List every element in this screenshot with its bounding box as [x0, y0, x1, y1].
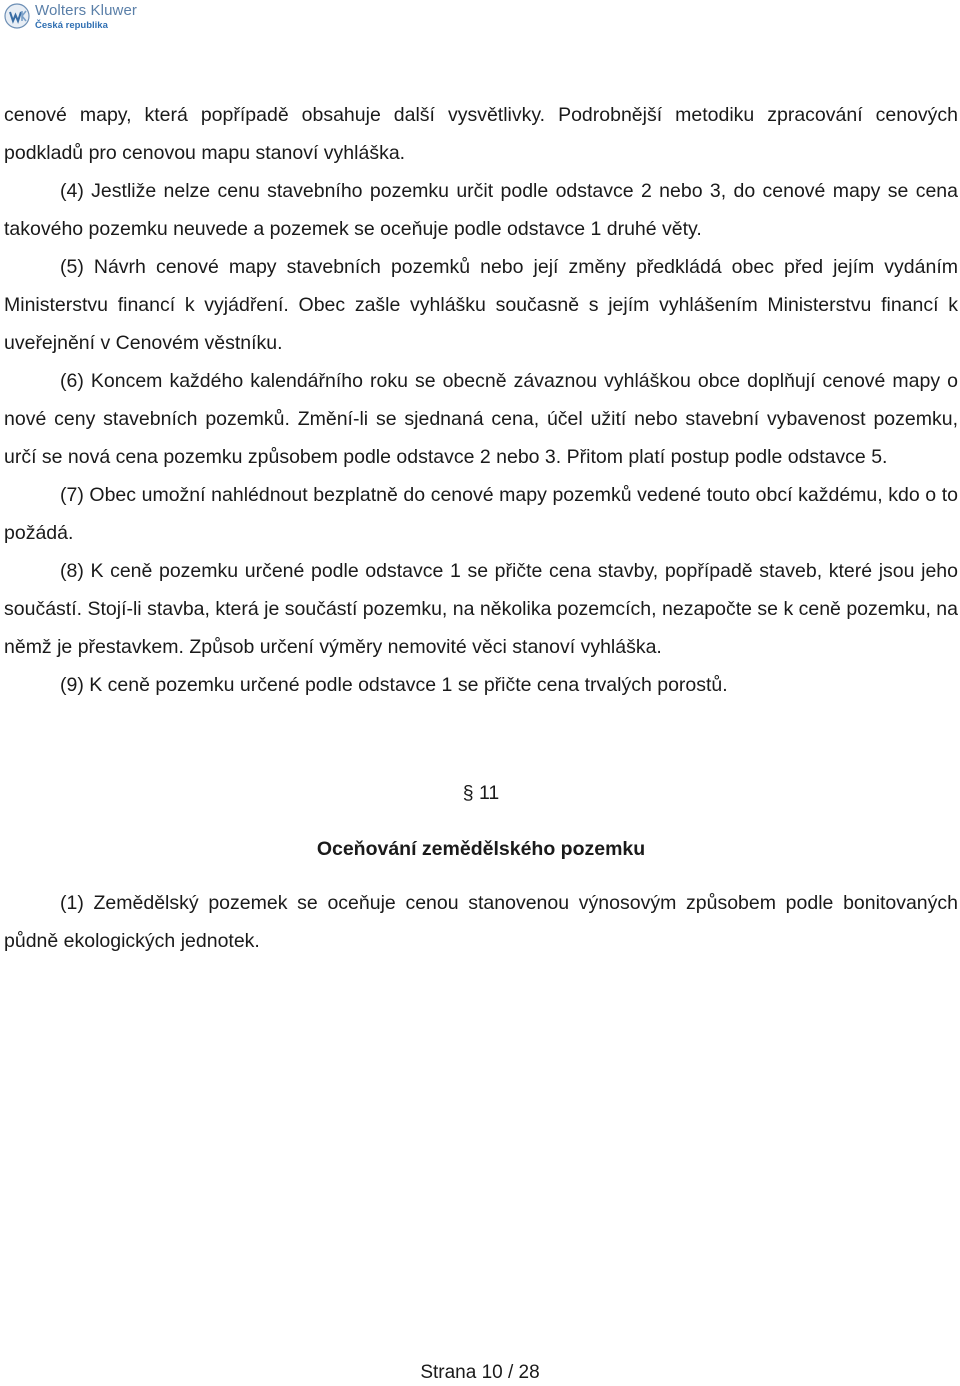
document-body — [4, 96, 958, 960]
page-number: Strana 10 / 28 — [420, 1362, 540, 1383]
logo-subtitle: Česká republika — [35, 20, 108, 31]
paragraph-4: (4) Jestliže nelze cenu stavebního pozemku určit podle odstavce 2 nebo 3, do cenové mapy se cena takového pozemku neuvede a pozemek se oceňuje podle odstavce 1 druhé věty. — [4, 180, 958, 240]
wolters-kluwer-logo-icon — [4, 3, 30, 29]
logo-text — [35, 3, 137, 31]
publisher-logo — [4, 3, 137, 31]
paragraph-6: (6) Koncem každého kalendářního roku se obecně závaznou vyhláškou obce doplňují cenové mapy o nové ceny stavebních pozemků. Změní-li se sjednaná cena, účel užití nebo stavební vybavenost pozemku, určí se nová cena pozemku způsobem podle odstavce 2 nebo 3. Přitom platí postup podle odstavce 5. — [4, 370, 958, 468]
paragraph-8: (8) K ceně pozemku určené podle odstavce 1 se přičte cena stavby, popřípadě staveb, které jsou jeho součástí. Stojí-li stavba, která je součástí pozemku, na několika pozemcích, nezapočte se k ceně pozemku, na němž je přestavkem. Způsob určení výměry nemovité věci stanoví vyhláška. — [4, 560, 958, 658]
section-number: § 11 — [462, 782, 500, 804]
section-paragraph-1: (1) Zemědělský pozemek se oceňuje cenou stanovenou výnosovým způsobem podle bonitovaných půdně ekologických jednotek. — [4, 892, 958, 952]
logo-brand: Wolters Kluwer — [35, 2, 137, 19]
paragraph-5: (5) Návrh cenové mapy stavebních pozemků nebo její změny předkládá obec před jejím vydáním Ministerstvu financí k vyjádření. Obec zašle vyhlášku současně s jejím vyhlášením Ministerstvu financí k uveřejnění v Cenovém věstníku. — [4, 256, 958, 354]
paragraph-continued: cenové mapy, která popřípadě obsahuje další vysvětlivky. Podrobnější metodiku zpracování cenových podkladů pro cenovou mapu stanoví vyhláška. — [4, 104, 958, 164]
paragraph-7: (7) Obec umožní nahlédnout bezplatně do cenové mapy pozemků vedené touto obcí každému, kdo o to požádá. — [4, 484, 958, 544]
section-title: Oceňování zemědělského pozemku — [316, 838, 646, 860]
paragraph-9: (9) K ceně pozemku určené podle odstavce 1 se přičte cena trvalých porostů. — [60, 674, 728, 696]
